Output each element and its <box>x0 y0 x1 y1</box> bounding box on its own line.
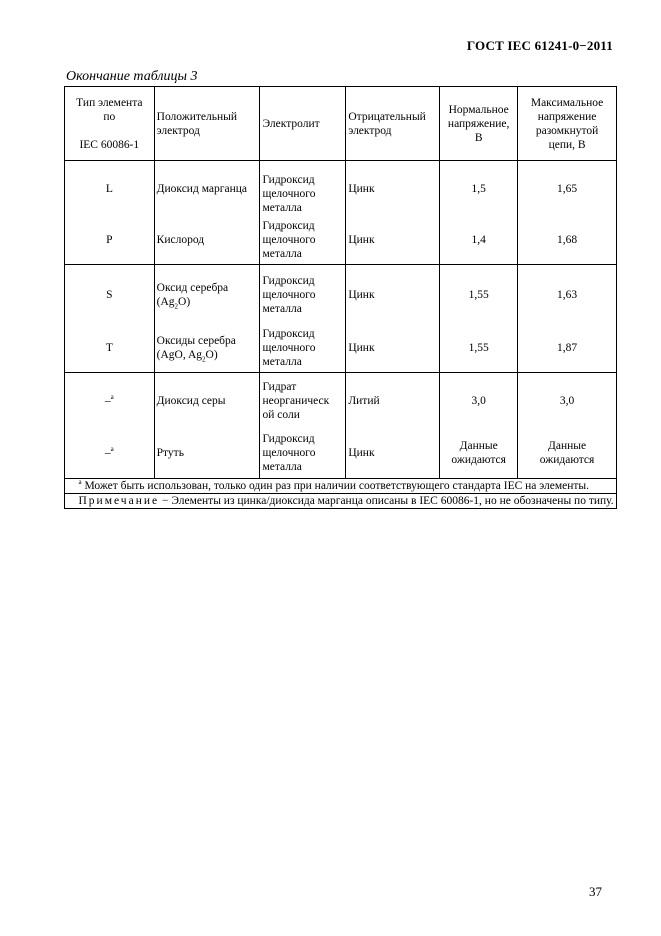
cell-electrolyte: Гидрат неорганическ ой соли <box>260 373 346 429</box>
page-number: 37 <box>589 884 602 899</box>
cell-electrolyte: Гидроксид щелочного металла <box>260 325 346 373</box>
cell-positive: Ртуть <box>154 429 260 479</box>
cell-positive: Оксид серебра $(Ag_2O)$ <box>154 265 260 325</box>
cell-positive: Диоксид серы <box>154 373 260 429</box>
col-header-negative: Отрицательный электрод <box>346 87 440 161</box>
note <box>65 494 617 509</box>
note-label: Примечание <box>78 495 160 507</box>
table-row <box>65 265 617 325</box>
cell-type: L <box>65 161 155 217</box>
cell-nominal: 1,55 <box>440 265 518 325</box>
table-row <box>65 373 617 429</box>
table-row <box>65 161 617 217</box>
cell-positive: Кислород <box>154 217 260 265</box>
cell-negative: Цинк <box>346 217 440 265</box>
footnote-row <box>65 479 617 494</box>
cell-type: P <box>65 217 155 265</box>
document-code: ГОСТ IEC 61241-0−2011 <box>466 38 613 53</box>
table-row <box>65 217 617 265</box>
col-header-electrolyte: Электролит <box>260 87 346 161</box>
col-header-max: Максимальное напряжение разомкнутой цепи, В <box>518 87 617 161</box>
cell-negative: Литий <box>346 373 440 429</box>
cell-positive: Диоксид марганца <box>154 161 260 217</box>
col-header-positive: Положительный электрод <box>154 87 260 161</box>
table-row <box>65 429 617 479</box>
table-caption: Окончание таблицы 3 <box>66 69 198 84</box>
cell-nominal: 1,5 <box>440 161 518 217</box>
battery-table <box>64 86 617 509</box>
cell-electrolyte: Гидроксид щелочного металла <box>260 265 346 325</box>
cell-max: 3,0 <box>518 373 617 429</box>
cell-type: –$^а$ <box>65 373 155 429</box>
table-row <box>65 325 617 373</box>
cell-max: 1,63 <box>518 265 617 325</box>
col-header-nominal: Нормальное напряжение, В <box>440 87 518 161</box>
cell-type: S <box>65 265 155 325</box>
cell-type: –$^а$ <box>65 429 155 479</box>
cell-max: Данные ожидаются <box>518 429 617 479</box>
cell-electrolyte: Гидроксид щелочного металла <box>260 429 346 479</box>
footnote-text: Может быть использован, только один раз при наличии соответствующего стандарта IEC на элементы. <box>84 480 590 492</box>
cell-nominal: 1,55 <box>440 325 518 373</box>
footnote-mark: a <box>78 478 82 487</box>
cell-max: 1,87 <box>518 325 617 373</box>
cell-max: 1,65 <box>518 161 617 217</box>
cell-electrolyte: Гидроксид щелочного металла <box>260 161 346 217</box>
cell-negative: Цинк <box>346 429 440 479</box>
cell-negative: Цинк <box>346 161 440 217</box>
footnote <box>65 479 617 494</box>
cell-max: 1,68 <box>518 217 617 265</box>
cell-electrolyte: Гидроксид щелочного металла <box>260 217 346 265</box>
table-header-row <box>65 87 617 161</box>
cell-nominal: Данные ожидаются <box>440 429 518 479</box>
cell-positive: Оксиды серебра (AgO, $Ag_2O$) <box>154 325 260 373</box>
cell-negative: Цинк <box>346 325 440 373</box>
cell-nominal: 3,0 <box>440 373 518 429</box>
note-row <box>65 494 617 509</box>
note-text: − Элементы из цинка/диоксида марганца описаны в IEC 60086-1, но не обозначены по типу. <box>161 495 614 507</box>
col-header-type: Тип элемента по IEC 60086-1 <box>65 87 155 161</box>
cell-nominal: 1,4 <box>440 217 518 265</box>
cell-type: T <box>65 325 155 373</box>
cell-negative: Цинк <box>346 265 440 325</box>
